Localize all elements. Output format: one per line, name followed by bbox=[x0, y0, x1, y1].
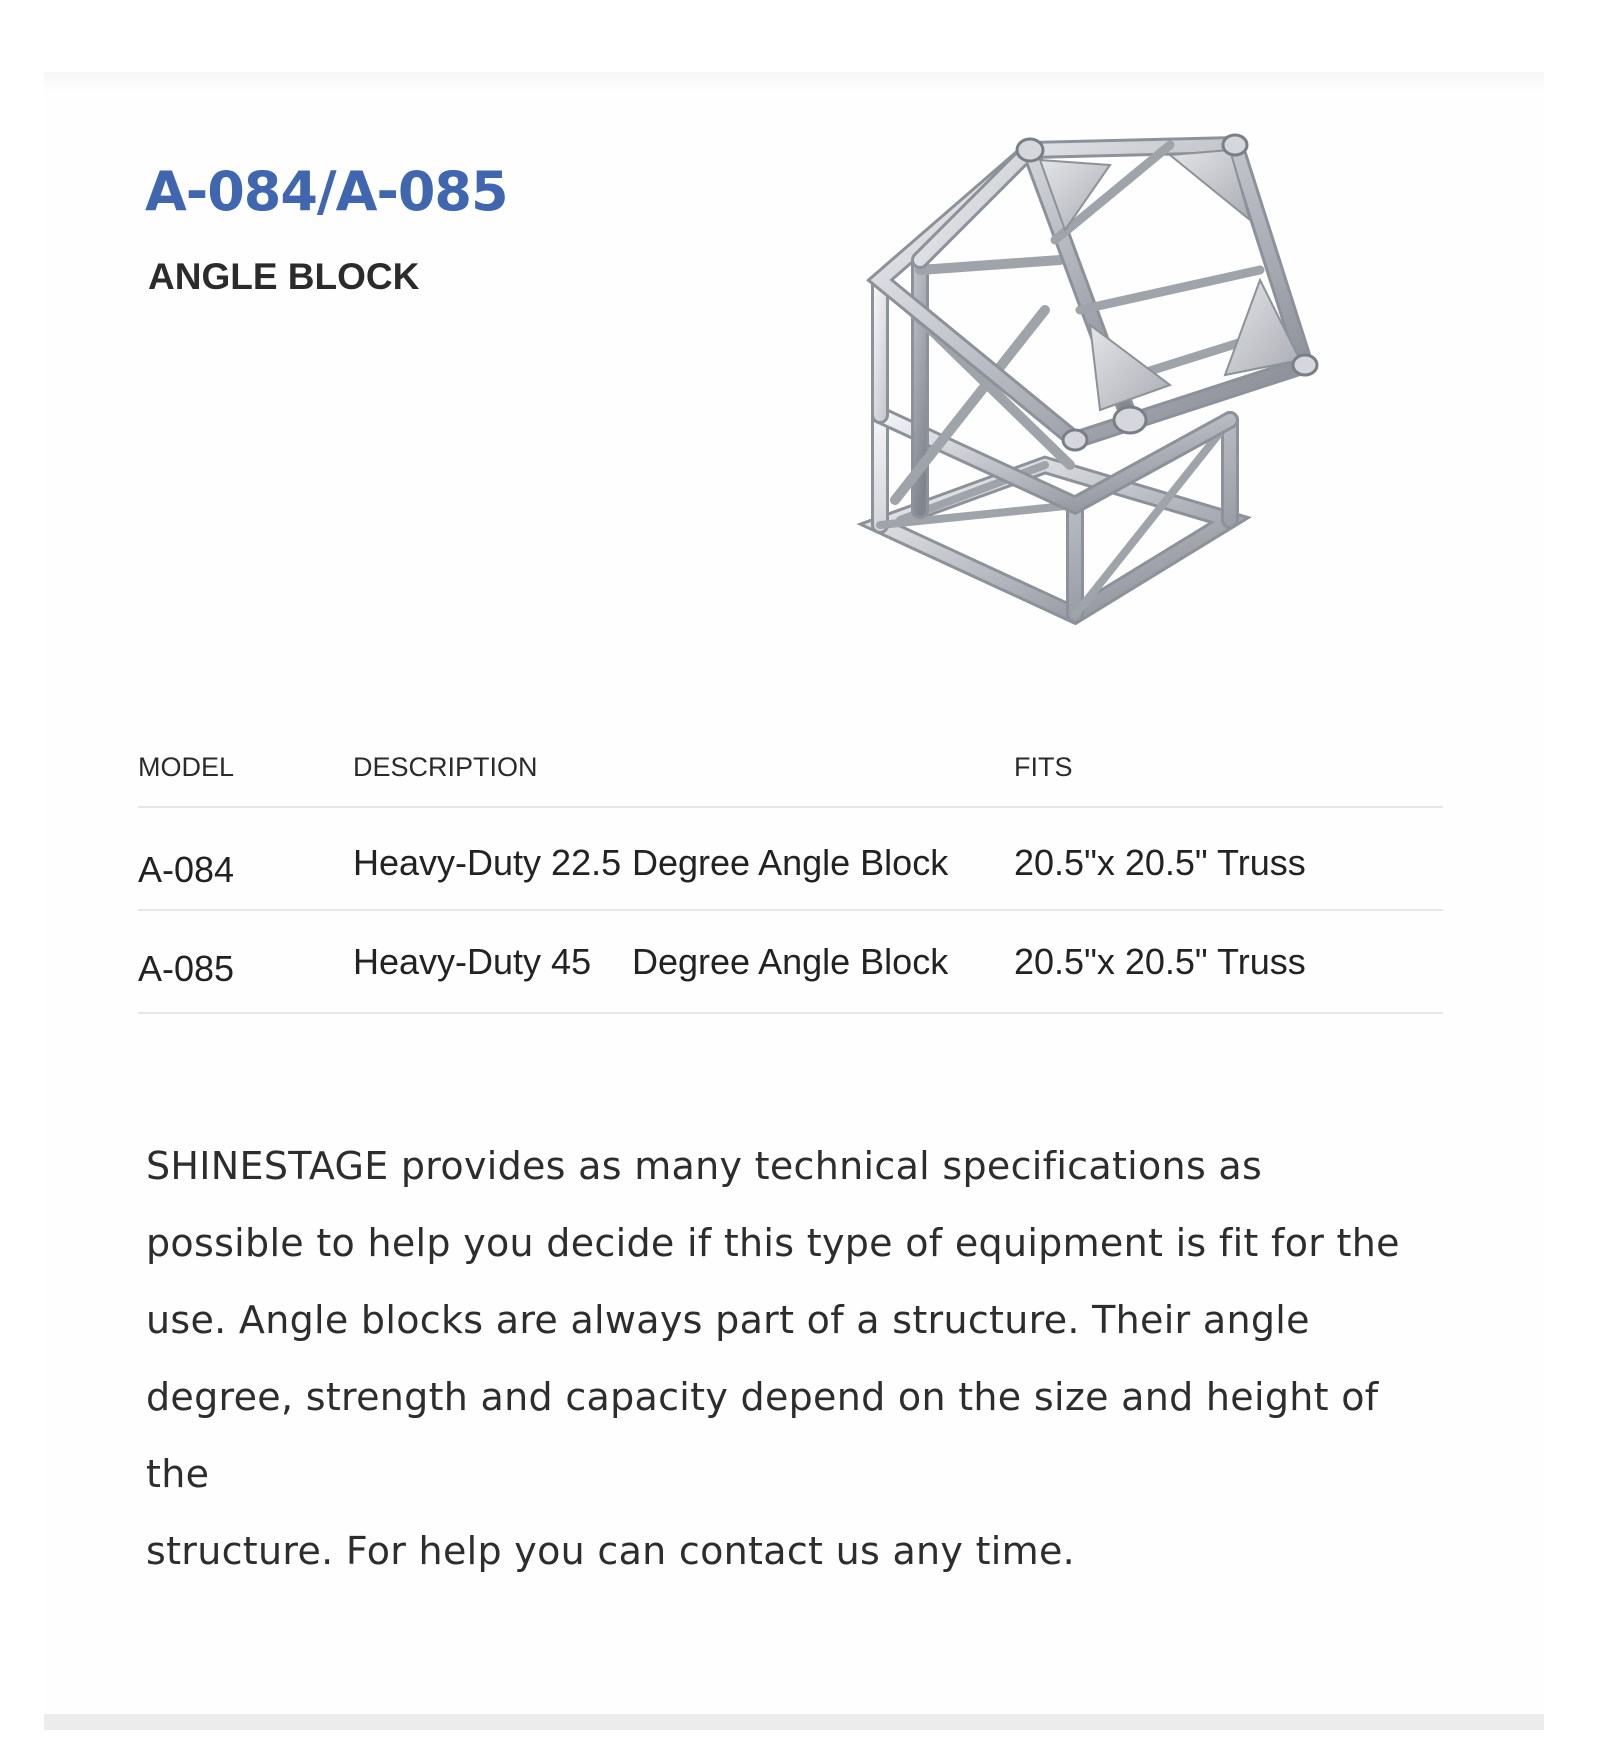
product-name: ANGLE BLOCK bbox=[148, 256, 420, 297]
description-line: SHINESTAGE provides as many technical specifications as bbox=[146, 1144, 1263, 1188]
description-line: use. Angle blocks are always part of a structure. Their angle bbox=[146, 1298, 1310, 1342]
description-line: possible to help you decide if this type of equipment is fit for the bbox=[146, 1221, 1400, 1265]
description-line: structure. For help you can contact us any time. bbox=[146, 1529, 1076, 1573]
footer-divider bbox=[44, 1714, 1544, 1730]
table-row bbox=[138, 911, 1443, 1014]
row-fits: 20.5"x 20.5" Truss bbox=[1014, 842, 1306, 883]
header-description: DESCRIPTION bbox=[353, 752, 538, 782]
row-description-prefix: Heavy-Duty 45 bbox=[353, 941, 592, 982]
row-fits: 20.5"x 20.5" Truss bbox=[1014, 941, 1306, 982]
description-paragraph bbox=[146, 1128, 1446, 1590]
row-model: A-085 bbox=[138, 948, 235, 989]
spec-table bbox=[138, 748, 1443, 1014]
description-line: degree, strength and capacity depend on the size and height of the bbox=[146, 1375, 1379, 1496]
header-fits: FITS bbox=[1014, 752, 1073, 782]
product-code: A-084/A-085 bbox=[145, 160, 508, 223]
top-edge-tint bbox=[44, 72, 1544, 92]
row-model: A-084 bbox=[138, 849, 235, 890]
row-description-suffix: Degree Angle Block bbox=[632, 941, 949, 982]
header-model: MODEL bbox=[138, 752, 235, 782]
angle-block-image bbox=[840, 120, 1360, 640]
row-description-suffix: Degree Angle Block bbox=[632, 842, 949, 883]
table-header bbox=[138, 748, 1443, 808]
table-row bbox=[138, 808, 1443, 911]
row-description-prefix: Heavy-Duty 22.5 bbox=[353, 842, 622, 883]
